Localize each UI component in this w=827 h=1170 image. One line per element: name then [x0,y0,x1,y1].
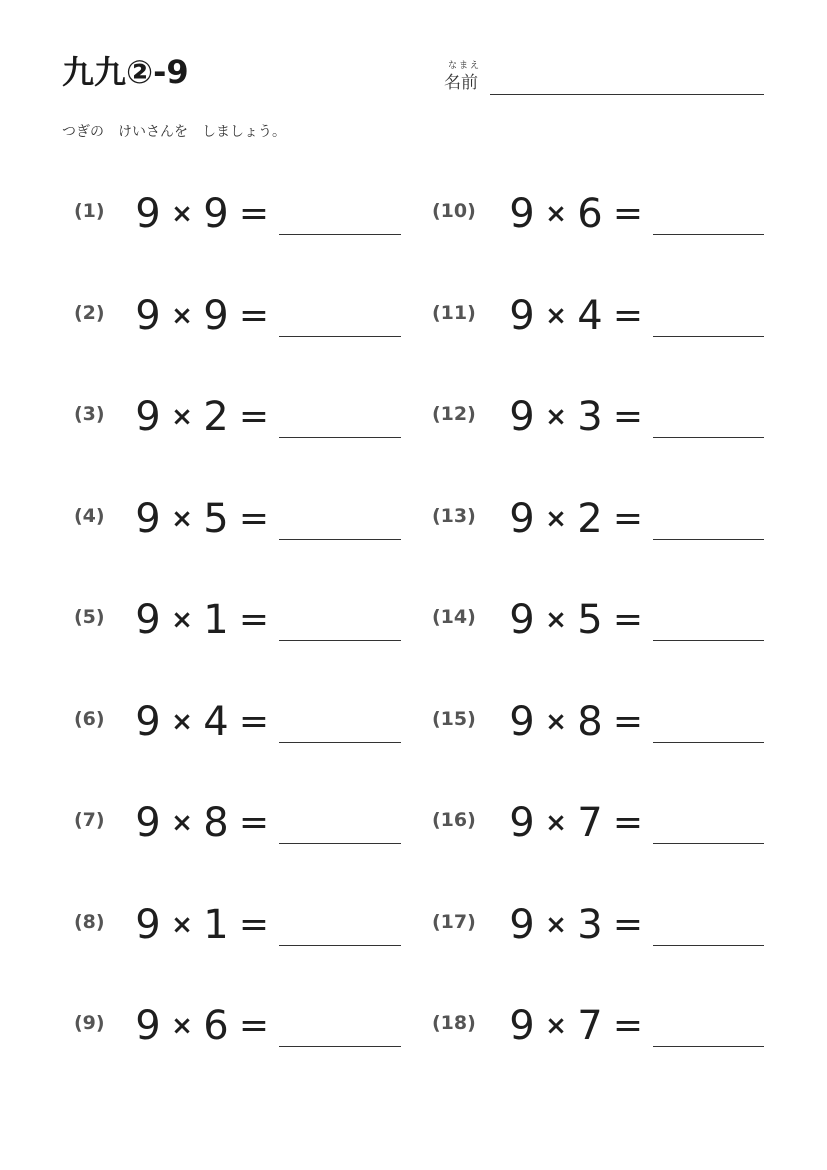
equals-sign: = [238,1005,270,1046]
problem-number: (1) [74,200,105,222]
problem-expression [508,491,652,547]
equals-sign: = [238,599,270,640]
multiplicand: 9 [135,597,161,643]
times-sign: × [545,402,567,432]
times-sign: × [171,910,193,940]
problem-item [432,998,764,1054]
problem-item [74,592,401,648]
problem-item [432,592,764,648]
problem-expression [134,998,278,1054]
answer-line[interactable] [279,1046,401,1047]
problem-expression [134,897,278,953]
name-field [444,58,764,98]
problem-number: (4) [74,505,105,527]
answer-line[interactable] [279,640,401,641]
multiplicand: 9 [509,496,535,542]
problem-expression [508,288,652,344]
equals-sign: = [612,396,644,437]
multiplier: 5 [577,597,603,643]
problem-number: (2) [74,302,105,324]
answer-line[interactable] [279,539,401,540]
problem-item [432,491,764,547]
answer-line[interactable] [279,945,401,946]
equals-sign: = [238,193,270,234]
multiplier: 9 [203,191,229,237]
problem-expression [134,795,278,851]
problem-expression [134,288,278,344]
problem-expression [134,592,278,648]
problem-item [74,795,401,851]
multiplier: 2 [577,496,603,542]
problem-item [74,694,401,750]
multiplicand: 9 [135,800,161,846]
equals-sign: = [238,498,270,539]
answer-line[interactable] [653,437,764,438]
answer-line[interactable] [279,843,401,844]
answer-line[interactable] [279,234,401,235]
problem-item [74,491,401,547]
equals-sign: = [612,802,644,843]
problem-expression [508,389,652,445]
problem-expression [508,998,652,1054]
equals-sign: = [238,396,270,437]
answer-line[interactable] [653,742,764,743]
multiplier: 1 [203,597,229,643]
multiplier: 7 [577,800,603,846]
equals-sign: = [612,904,644,945]
equals-sign: = [238,802,270,843]
multiplier: 7 [577,1003,603,1049]
answer-line[interactable] [653,336,764,337]
problem-expression [508,694,652,750]
times-sign: × [171,605,193,635]
problem-number: (16) [432,809,476,831]
times-sign: × [545,910,567,940]
problem-item [432,288,764,344]
answer-line[interactable] [653,843,764,844]
multiplicand: 9 [135,191,161,237]
answer-line[interactable] [279,336,401,337]
problem-number: (15) [432,708,476,730]
problem-number: (17) [432,911,476,933]
problem-expression [134,389,278,445]
answer-line[interactable] [653,539,764,540]
name-label: 名前 [444,73,478,93]
times-sign: × [171,199,193,229]
multiplier: 3 [577,394,603,440]
equals-sign: = [612,193,644,234]
problem-expression [134,694,278,750]
times-sign: × [171,808,193,838]
times-sign: × [171,1011,193,1041]
times-sign: × [545,605,567,635]
instruction-text: つぎの けいさんを しましょう。 [62,124,286,140]
multiplicand: 9 [135,293,161,339]
worksheet-title: 九九②-9 [62,53,189,91]
times-sign: × [545,504,567,534]
times-sign: × [545,707,567,737]
problem-expression [134,186,278,242]
times-sign: × [171,707,193,737]
answer-line[interactable] [653,945,764,946]
multiplier: 1 [203,902,229,948]
problem-number: (18) [432,1012,476,1034]
problem-number: (13) [432,505,476,527]
problem-number: (10) [432,200,476,222]
multiplicand: 9 [509,191,535,237]
multiplier: 4 [577,293,603,339]
multiplicand: 9 [135,902,161,948]
multiplier: 5 [203,496,229,542]
multiplier: 3 [577,902,603,948]
problem-number: (6) [74,708,105,730]
multiplier: 8 [203,800,229,846]
problem-item [432,897,764,953]
problem-number: (7) [74,809,105,831]
answer-line[interactable] [279,742,401,743]
problem-number: (5) [74,606,105,628]
equals-sign: = [612,1005,644,1046]
multiplicand: 9 [509,800,535,846]
equals-sign: = [612,599,644,640]
equals-sign: = [612,701,644,742]
answer-line[interactable] [279,437,401,438]
problem-number: (12) [432,403,476,425]
multiplicand: 9 [509,293,535,339]
problem-item [74,897,401,953]
equals-sign: = [612,498,644,539]
times-sign: × [545,1011,567,1041]
multiplicand: 9 [135,1003,161,1049]
multiplicand: 9 [135,394,161,440]
problem-expression [508,592,652,648]
multiplier: 4 [203,699,229,745]
times-sign: × [171,301,193,331]
equals-sign: = [238,701,270,742]
answer-line[interactable] [653,1046,764,1047]
multiplier: 6 [577,191,603,237]
multiplier: 6 [203,1003,229,1049]
problem-item [432,694,764,750]
problem-item [432,186,764,242]
times-sign: × [545,301,567,331]
times-sign: × [171,504,193,534]
problem-item [74,998,401,1054]
equals-sign: = [238,295,270,336]
problem-item [74,389,401,445]
name-write-line[interactable] [490,94,764,95]
multiplicand: 9 [509,597,535,643]
multiplicand: 9 [509,699,535,745]
times-sign: × [545,199,567,229]
problem-number: (9) [74,1012,105,1034]
problem-item [432,389,764,445]
answer-line[interactable] [653,640,764,641]
equals-sign: = [238,904,270,945]
multiplier: 2 [203,394,229,440]
multiplicand: 9 [135,699,161,745]
multiplicand: 9 [135,496,161,542]
multiplier: 9 [203,293,229,339]
answer-line[interactable] [653,234,764,235]
problem-item [74,186,401,242]
problem-number: (3) [74,403,105,425]
problem-number: (11) [432,302,476,324]
problem-expression [508,897,652,953]
problem-expression [508,795,652,851]
problem-item [432,795,764,851]
problem-item [74,288,401,344]
problem-number: (14) [432,606,476,628]
multiplicand: 9 [509,902,535,948]
times-sign: × [545,808,567,838]
equals-sign: = [612,295,644,336]
times-sign: × [171,402,193,432]
multiplicand: 9 [509,1003,535,1049]
problem-expression [134,491,278,547]
multiplicand: 9 [509,394,535,440]
problem-number: (8) [74,911,105,933]
problem-expression [508,186,652,242]
multiplier: 8 [577,699,603,745]
name-ruby: なまえ [448,61,482,71]
